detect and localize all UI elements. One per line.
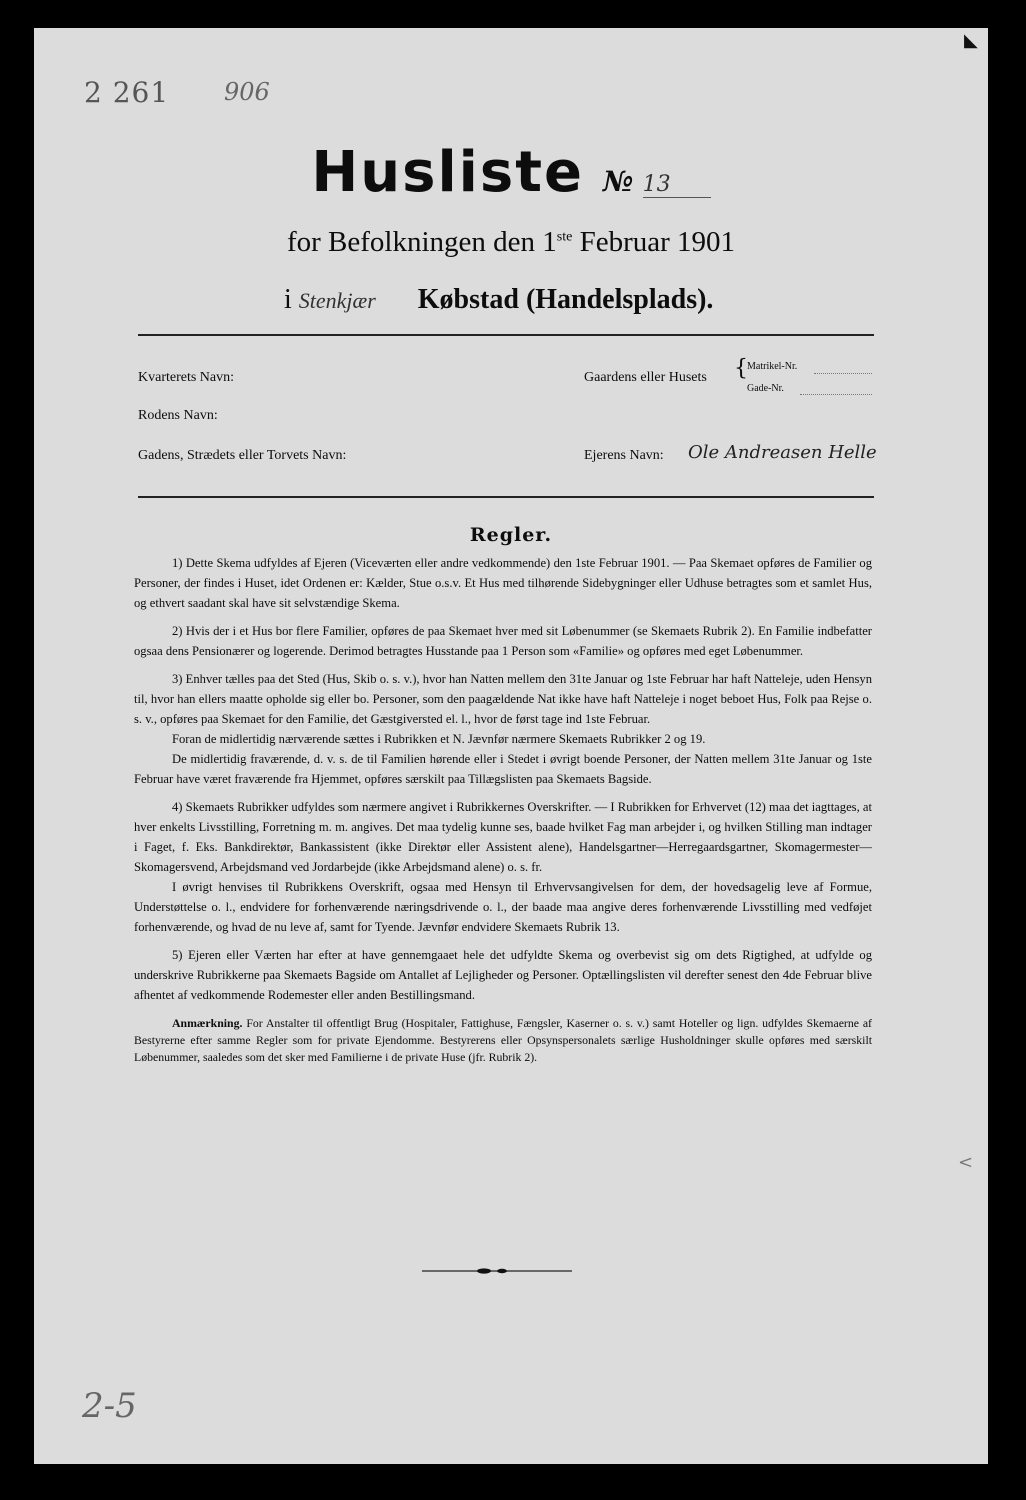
divider-top	[138, 334, 874, 336]
note-label: Anmærkning.	[172, 1016, 243, 1030]
archive-number: 2 261	[84, 76, 170, 109]
town-prefix: i	[284, 284, 292, 315]
pencil-note: 2-5	[82, 1386, 137, 1426]
field-gaden-label: Gadens, Strædets eller Torvets Navn:	[138, 448, 347, 463]
number-label: №	[603, 165, 634, 198]
rule-2: 2) Hvis der i et Hus bor flere Familier, opføres de paa Skemaet hver med sit Løbenummer (se Skemaets Rubrik 2). En Familie indbefatter ogsaa dens Pensionærer og logerende. Derimod betragtes Husstande paa 1 Person som «Familie» og opføres med eget Løbenummer.	[134, 624, 872, 658]
subtitle-sup: ste	[556, 229, 573, 245]
title-row	[34, 140, 988, 205]
field-roden-label: Rodens Navn:	[138, 408, 218, 423]
archive-handwritten-number: 906	[224, 78, 270, 106]
list-number-handwritten: 13	[643, 172, 711, 198]
field-ejer-label: Ejerens Navn:	[584, 448, 664, 463]
subtitle-pre: for Befolkningen den 1	[286, 226, 557, 258]
gade-nr-line	[800, 394, 872, 395]
brace: {	[734, 356, 748, 381]
town-handwritten: Stenkjær	[298, 288, 376, 313]
rule-4: 4) Skemaets Rubrikker udfyldes som nærmere angivet i Rubrikkernes Overskrifter. — I Rubrikken for Erhvervet (12) maa det iagttages, at hver enkelts Livsstilling, Forretning m. m. angives. Det maa tydelig kunne ses, baade hvilket Fag man arbejder i, og hvilken Stilling man indtager i Faget, f. Eks. Bankdirektør, Bankassistent (ikke Direktør eller Assistent alene), Handelsgartner—Herregaardsgartner, Skomagermester—Skomagersvend, Arbejdsmand ved Jordarbejde (ikke Arbejdsmand alene) o. s. fr.	[134, 800, 872, 874]
census-form-page	[34, 28, 988, 1464]
divider-bottom	[138, 496, 874, 498]
field-kvarter-label: Kvarterets Navn:	[138, 370, 235, 385]
owner-name-handwritten: Ole Andreasen Helle	[688, 442, 877, 463]
rule-1: 1) Dette Skema udfyldes af Ejeren (Viceværten eller andre vedkommende) den 1ste Februar 1901. — Paa Skemaet opføres de Familier og Personer, der findes i Huset, idet Ordenen er: Kælder, Stue o.s.v. Et Hus med tilhørende Sidebygninger eller Udhuse betragtes som et samlet Hus, og ethvert saadant skal have sit selvstændige Skema.	[134, 556, 872, 610]
page-title: Husliste	[311, 140, 584, 205]
rule-5: 5) Ejeren eller Værten har efter at have gennemgaaet hele det udfyldte Skema og overbevist sig om dets Rigtighed, at udfylde og underskrive Rubrikkerne paa Skemaets Bagside om Antallet af Lejligheder og Personer. Optællingslisten vil derefter senest den 4de Februar blive afhentet af vedkommende Rodemester eller anden Bestillingsmand.	[134, 948, 872, 1002]
matrikel-line	[814, 373, 872, 374]
rule-4b: I øvrigt henvises til Rubrikkens Overskrift, ogsaa med Hensyn til Erhvervsangivelsen for dem, der hovedsagelig leve af Formue, Understøttelse o. l., endvidere for forhenværende næringsdrivende o. l., der baade maa angive deres forhenværende Livsstilling med vedføjet forhenværende, og hvad de nu leve af, samt for Tyende. Jævnfør endvidere Skemaets Rubrik 13.	[134, 880, 872, 934]
town-type-suffix: (Handelsplads).	[525, 284, 714, 315]
corner-mark: ◣	[964, 30, 978, 51]
matrikel-label: Matrikel-Nr.	[747, 361, 798, 372]
rule-3c: De midlertidig fraværende, d. v. s. de til Familien hørende eller i Stedet i øvrigt boende Personer, der Natten mellem 31te Januar og 1ste Februar have været fraværende fra Hjemmet, opføres særskilt paa Tillægslisten paa Skemaets Bagside.	[134, 752, 872, 786]
note-text: For Anstalter til offentligt Brug (Hospitaler, Fattighuse, Fængsler, Kaserner o. s. v.) samt Hoteller og lign. udfyldes Skemaerne af Bestyrerne efter samme Regler som for private Ejendomme. Bestyrerens eller Opsynspersonalets særlige Husholdninger skulle opføres med særskilt Løbenummer, saaledes som det sker med Familierne i de private Huse (jfr. Rubrik 2).	[134, 1016, 872, 1064]
gade-nr-label: Gade-Nr.	[747, 383, 784, 394]
rule-3: 3) Enhver tælles paa det Sted (Hus, Skib o. s. v.), hvor han Natten mellem den 31te Januar og 1ste Februar har haft Natteleje, uden Hensyn til, hvor han ellers maatte opholde sig eller bo. Personer, som den paagældende Nat ikke have haft Natteleje i noget beboet Hus, Folk paa Rejse o. s. v., opføres paa Skemaet for den Familie, det Gæstgiversted el. l., hvor de først tage ind 1ste Februar.	[134, 672, 872, 726]
rule-3b: Foran de midlertidig nærværende sættes i Rubrikken et N. Jævnfør nærmere Skemaets Rubrikker 2 og 19.	[172, 732, 706, 746]
town-row	[284, 284, 713, 316]
subtitle	[34, 226, 988, 259]
town-type: Købstad	[417, 284, 519, 315]
subtitle-post: Februar 1901	[572, 226, 736, 258]
rules-body	[134, 553, 872, 1074]
ornament-divider-icon	[422, 1268, 572, 1274]
note	[134, 1015, 872, 1066]
rules-heading: Regler.	[469, 524, 553, 546]
margin-mark: <	[958, 1152, 974, 1173]
field-gaard-label: Gaardens eller Husets	[584, 370, 707, 385]
